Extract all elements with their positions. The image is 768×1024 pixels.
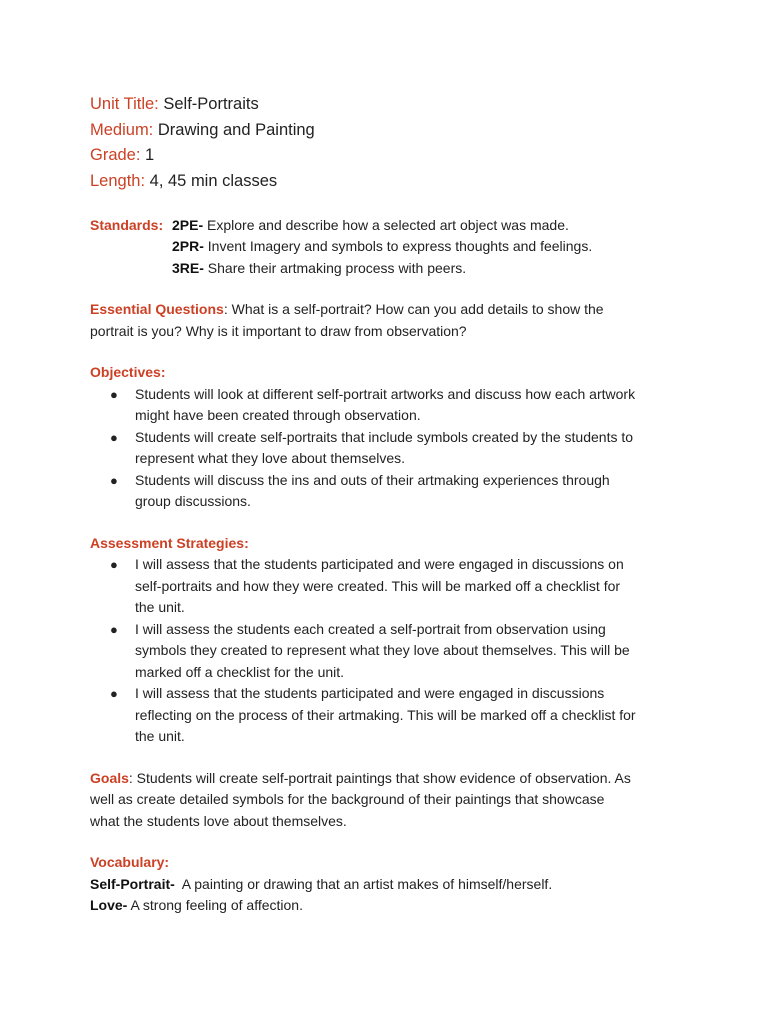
assessment-list	[90, 554, 690, 748]
unit-title-value: Self-Portraits	[163, 95, 259, 113]
vocabulary-term: Self-Portrait-	[90, 875, 175, 892]
essential-questions-section	[90, 299, 690, 342]
vocabulary-label: Vocabulary:	[90, 854, 170, 871]
objectives-label: Objectives:	[90, 364, 166, 381]
assessment-line: I will assess that the students participated and were engaged in discussions	[135, 685, 605, 702]
objective-line: Students will look at different self-portrait artworks and discuss how each artwork	[135, 385, 636, 402]
objective-line: Students will discuss the ins and outs of their artmaking experiences through	[135, 471, 610, 488]
bullet-icon: ●	[110, 686, 118, 702]
assessment-line: I will assess that the students participated and were engaged in discussions on	[135, 556, 624, 573]
standard-code: 3RE-	[172, 259, 204, 276]
goals-text-2: well as create detailed symbols for the background of their paintings that showcase	[90, 791, 605, 808]
bullet-icon: ●	[110, 621, 118, 637]
unit-title-line	[90, 92, 690, 118]
assessment-line: marked off a checklist for the unit.	[135, 663, 345, 680]
goals-line-1	[90, 768, 690, 790]
standard-row	[90, 215, 690, 237]
objective-line: group discussions.	[135, 493, 251, 510]
standard-entry	[172, 236, 592, 258]
vocabulary-definition: A strong feeling of affection.	[127, 897, 303, 914]
list-item	[90, 470, 690, 513]
assessment-line: I will assess the students each created a self-portrait from observation using	[135, 620, 606, 637]
grade-value: 1	[145, 146, 155, 165]
assessment-section	[90, 533, 690, 748]
goals-text-3: what the students love about themselves.	[90, 812, 347, 829]
standard-text: Share their artmaking process with peers.	[207, 259, 467, 276]
medium-value: Drawing and Painting	[157, 120, 315, 139]
length-line	[90, 169, 690, 195]
standard-row	[90, 236, 690, 258]
length-value: 4, 45 min classes	[149, 172, 278, 191]
standard-row	[90, 258, 690, 280]
standard-text: Invent Imagery and symbols to express thoughts and feelings.	[207, 238, 593, 255]
vocabulary-section	[90, 852, 690, 917]
assessment-line: symbols they created to represent what they love about themselves. This will be	[135, 642, 630, 659]
essential-questions-label: Essential Questions	[90, 301, 224, 318]
list-item	[90, 427, 690, 470]
bullet-icon: ●	[110, 429, 118, 445]
assessment-line: self-portraits and how they were created. This will be marked off a checklist for	[135, 577, 621, 594]
standard-entry	[172, 215, 569, 237]
bullet-icon: ●	[110, 557, 118, 573]
list-item	[90, 619, 690, 684]
goals-label: Goals	[90, 769, 129, 786]
objective-line: represent what they love about themselves.	[135, 450, 406, 467]
essential-questions-line-1	[90, 299, 690, 321]
length-label: Length:	[90, 172, 146, 191]
assessment-line: the unit.	[135, 728, 185, 745]
vocabulary-entry	[90, 874, 690, 896]
bullet-icon: ●	[110, 472, 118, 488]
standards-section	[90, 215, 690, 280]
grade-line	[90, 143, 690, 169]
unit-title-label: Unit Title:	[90, 95, 159, 113]
goals-section	[90, 768, 690, 833]
medium-label: Medium:	[90, 120, 154, 139]
assessment-line: reflecting on the process of their artmaking. This will be marked off a checklist for	[135, 706, 636, 723]
vocabulary-definition: A painting or drawing that an artist makes of himself/herself.	[174, 875, 553, 892]
essential-questions-text-1: : What is a self-portrait? How can you add details to show the	[223, 301, 604, 318]
vocabulary-term: Love-	[90, 897, 128, 914]
bullet-icon: ●	[110, 386, 118, 402]
assessment-line: the unit.	[135, 599, 185, 616]
standard-text: Explore and describe how a selected art object was made.	[207, 216, 569, 233]
assessment-label: Assessment Strategies:	[90, 534, 249, 551]
essential-questions-text-2: portrait is you? Why is it important to draw from observation?	[90, 322, 467, 339]
standard-code: 2PE-	[172, 216, 204, 233]
vocabulary-entry	[90, 895, 690, 917]
standard-entry	[172, 258, 466, 280]
standards-label: Standards:	[90, 216, 164, 233]
objective-line: Students will create self-portraits that include symbols created by the students to	[135, 428, 634, 445]
document-content	[90, 92, 690, 917]
list-item	[90, 554, 690, 619]
medium-line	[90, 118, 690, 144]
goals-text-1: : Students will create self-portrait paintings that show evidence of observation. As	[128, 769, 631, 786]
standard-code: 2PR-	[172, 238, 204, 255]
objectives-list	[90, 384, 690, 513]
list-item	[90, 384, 690, 427]
objectives-section	[90, 362, 690, 513]
list-item	[90, 683, 690, 748]
grade-label: Grade:	[90, 146, 141, 165]
objective-line: might have been created through observation.	[135, 407, 421, 424]
